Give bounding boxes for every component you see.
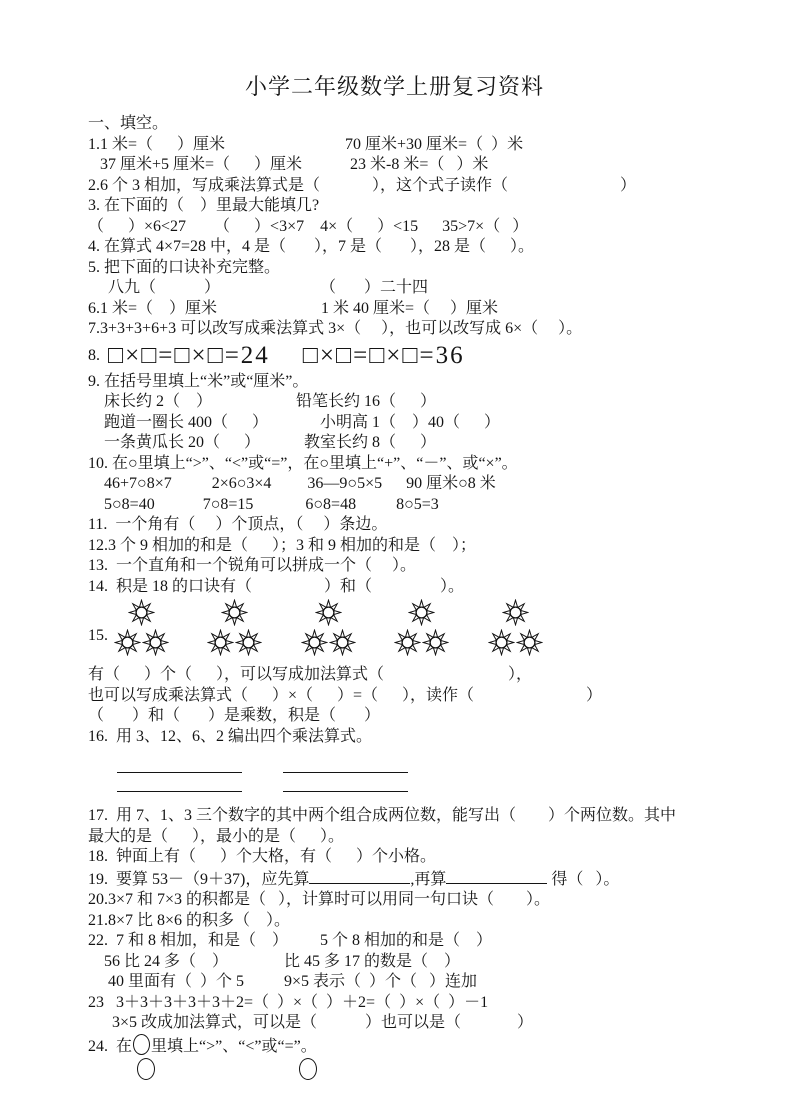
answer-line: [283, 773, 408, 792]
sun-icon: [221, 599, 248, 626]
q19-text-pre: 19. 要算 53－（9＋37)，应先算: [88, 870, 310, 888]
line-q1b: 37 厘米+5 厘米=（ ）厘米 23 米-8 米=（ ）米: [88, 156, 489, 173]
sun-group: [486, 599, 544, 656]
answer-line: [117, 755, 242, 773]
line-q16: 16. 用 3、12、6、2 编出四个乘法算式。: [88, 727, 373, 745]
sun-icon: [502, 599, 529, 626]
sun-icon: [301, 629, 328, 656]
q15-sun-figure: [88, 597, 747, 665]
q19-text-post: 得（ ）。: [547, 870, 620, 888]
sun-icon: [408, 599, 435, 626]
line-q18: 18. 钟面上有（ ）个大格，有（ ）个小格。: [88, 848, 437, 865]
line-q15c: （ ）和（ ）是乘数，积是（ ）: [88, 707, 381, 724]
sun-group-top: [221, 599, 248, 626]
line-q22b: 56 比 24 多（ ） 比 45 多 17 的数是（ ）: [88, 952, 461, 970]
page-title: 小学二年级数学上册复习资料: [244, 74, 544, 99]
sun-icon: [315, 599, 342, 626]
sun-group-bottom: [301, 629, 356, 656]
sun-groups: [112, 599, 544, 656]
line-q23b: 3×5 改成加法算式，可以是（ ）也可以是（ ）: [88, 1014, 534, 1031]
line-q5a: 5. 把下面的口诀补充完整。: [88, 258, 281, 276]
answer-line-row: [117, 773, 747, 792]
sun-icon: [329, 629, 356, 656]
sun-icon: [488, 629, 515, 656]
sun-group: [393, 599, 451, 656]
line-q15a: 有（ ）个（ ），可以写成加法算式（ ），: [88, 666, 533, 683]
line-q21: 21.8×7 比 8×6 的积多（ ）。: [88, 911, 291, 929]
q24-text-pre: 24. 在: [88, 1037, 133, 1055]
line-q20: 20.3×7 和 7×3 的积都是（ ），计算时可以用同一句口诀（ ）。: [88, 891, 551, 908]
line-q1a: 1.1 米=（ ）厘米 70 厘米+30 厘米=（ ）米: [88, 135, 524, 153]
line-q10a: 10. 在○里填上“>”、“<”或“=”，在○里填上“+”、“－”、或“×”。: [88, 454, 518, 472]
q15-number: 15.: [88, 627, 108, 644]
line-q9d: 一条黄瓜长 20（ ） 教室长约 8（ ）: [88, 434, 437, 451]
sun-icon: [516, 629, 543, 656]
line-q17a: 17. 用 7、1、3 三个数字的其中两个组合成两位数，能写出（ ）个两位数。其中: [88, 807, 677, 824]
q24-text-post: 里填上“>”、“<”或“=”。: [151, 1037, 317, 1055]
line-q6: 6.1 米=（ ）厘米 1 米 40 厘米=（ ）厘米: [88, 299, 499, 317]
line-q10c: 5○8=40 7○8=15 6○8=48 8○5=3: [88, 495, 439, 513]
line-q3a: 3. 在下面的（ ）里最大能填几?: [88, 197, 320, 214]
sun-icon: [394, 629, 421, 656]
line-q3b: （ ）×6<27 （ ）<3×7 4×（ ）<15 35>7×（ ）: [88, 217, 529, 235]
line-q12: 12.3 个 9 相加的和是（ ）；3 和 9 相加的和是（ ）；: [88, 536, 477, 554]
q8-number: 8.: [88, 346, 100, 364]
sun-group: [112, 599, 170, 656]
sun-group-bottom: [207, 629, 262, 656]
line-q9a: 9. 在括号里填上“米”或“厘米”。: [88, 372, 309, 390]
line-q14: 14. 积是 18 的口诀有（ ）和（ ）。: [88, 577, 465, 595]
line-q19: [88, 868, 747, 891]
line-q9c: 跑道一圈长 400（ ） 小明高 1（ ）40（ ）: [88, 413, 501, 431]
sun-icon: [207, 629, 234, 656]
sun-group-bottom: [394, 629, 449, 656]
answer-line: [283, 755, 408, 773]
line-q2: 2.6 个 3 相加，写成乘法算式是（ ），这个式子读作（ ）: [88, 176, 637, 194]
answer-line: [117, 773, 242, 792]
sun-group-top: [502, 599, 529, 626]
line-q9b: 床长约 2（ ） 铅笔长约 16（ ）: [88, 393, 437, 410]
sun-icon: [235, 629, 262, 656]
sun-group: [206, 599, 264, 656]
line-q13: 13. 一个直角和一个锐角可以拼成一个（ ）。: [88, 557, 417, 574]
line-q7: 7.3+3+3+6+3 可以改写成乘法算式 3×（ ），也可以改写成 6×（ ）。: [88, 320, 583, 337]
line-q15b: 也可以写成乘法算式（ ）×（ ）=（ ），读作（ ）: [88, 686, 603, 704]
line-q22a: 22. 7 和 8 相加，和是（ ） 5 个 8 相加的和是（ ）: [88, 932, 493, 949]
q19-blank-1: [309, 868, 410, 884]
line-q4: 4. 在算式 4×7=28 中，4 是（ ），7 是（ ），28 是（ ）。: [88, 238, 535, 255]
sun-group-top: [128, 599, 155, 626]
answer-line-row: [117, 755, 747, 773]
line-q5b: 八九（ ） （ ）二十四: [88, 279, 429, 296]
sun-group-top: [408, 599, 435, 626]
line-q23a: 23 3＋3＋3＋3＋3＋2=（ ）×（ ）＋2=（ ）×（ ）－1: [88, 993, 489, 1011]
circle-blank-icon: [133, 1034, 150, 1055]
q8-box-equation: □×□=□×□=24 □×□=□×□=36: [108, 341, 465, 369]
sun-icon: [114, 629, 141, 656]
line-q17b: 最大的是（ ），最小的是（ ）。: [88, 827, 345, 845]
sun-group-top: [315, 599, 342, 626]
sun-group-bottom: [114, 629, 169, 656]
section-heading: 一、填空。: [88, 115, 169, 132]
line-q11: 11. 一个角有（ ）个顶点，（ ）条边。: [88, 516, 388, 533]
sun-group-bottom: [488, 629, 543, 656]
q16-answer-lines: [117, 755, 747, 792]
q19-blank-2: [446, 868, 547, 884]
circle-blank-icon: [137, 1058, 155, 1080]
line-q8: [88, 340, 747, 372]
q19-text-mid: ,再算: [410, 870, 447, 888]
sun-icon: [128, 599, 155, 626]
line-q10b: 46+7○8×7 2×6○3×4 36—9○5×5 90 厘米○8 米: [88, 475, 496, 492]
sun-icon: [422, 629, 449, 656]
sun-group: [299, 599, 357, 656]
circle-blank-icon: [299, 1058, 317, 1080]
line-q22c: 40 里面有（ ）个 5 9×5 表示（ ）个（ ）连加: [88, 973, 478, 990]
q24-circle-blanks: [88, 1058, 747, 1082]
sun-icon: [142, 629, 169, 656]
line-q24: [88, 1034, 747, 1058]
